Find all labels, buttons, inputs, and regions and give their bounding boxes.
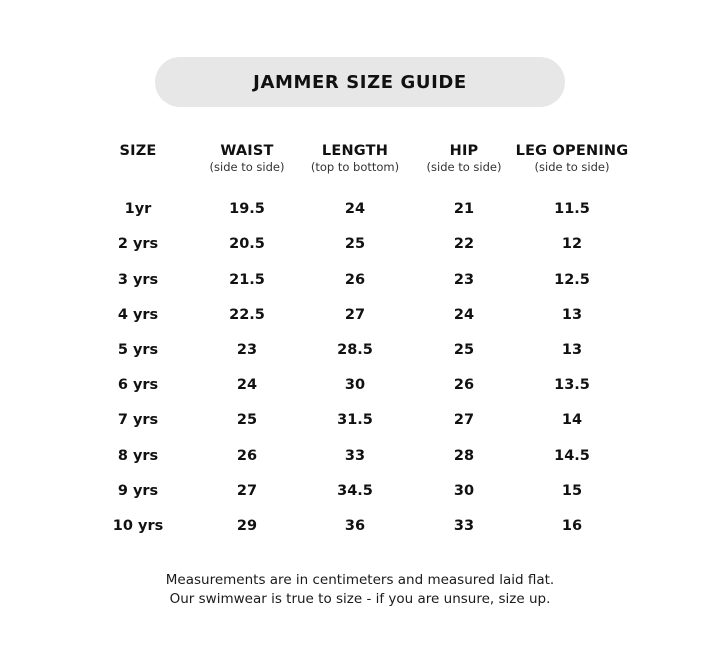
size-cell: 5 yrs [117,342,159,358]
column-header-note: (side to side) [209,160,285,174]
size-cell: 9 yrs [117,483,159,499]
length-cell: 28.5 [337,342,373,358]
table-row [0,232,720,256]
length-cell: 26 [344,272,366,288]
waist-cell: 29 [236,518,258,534]
leg-opening-cell: 14.5 [554,448,590,464]
leg-opening-cell: 11.5 [554,201,590,217]
column-header-label: LENGTH [321,143,389,159]
waist-cell: 19.5 [229,201,265,217]
leg-opening-cell: 13.5 [554,377,590,393]
leg-opening-cell: 14 [561,412,583,428]
length-cell: 25 [344,236,366,252]
page-title: JAMMER SIZE GUIDE [253,71,467,93]
size-cell: 3 yrs [117,272,159,288]
leg-opening-cell: 13 [561,307,583,323]
hip-cell: 22 [453,236,475,252]
size-cell: 10 yrs [112,518,164,534]
waist-cell: 24 [236,377,258,393]
table-row [0,444,720,468]
leg-opening-cell: 13 [561,342,583,358]
column-header-leg-opening [492,142,652,174]
leg-opening-cell: 16 [561,518,583,534]
length-cell: 27 [344,307,366,323]
hip-cell: 33 [453,518,475,534]
length-cell: 33 [344,448,366,464]
waist-cell: 20.5 [229,236,265,252]
column-header-note: (top to bottom) [310,160,400,174]
note-line-2: Our swimwear is true to size - if you are unsure, size up. [169,591,551,607]
table-row [0,373,720,397]
size-cell: 1yr [124,201,152,217]
length-cell: 31.5 [337,412,373,428]
waist-cell: 23 [236,342,258,358]
length-cell: 36 [344,518,366,534]
hip-cell: 23 [453,272,475,288]
column-header-label: HIP [449,143,479,159]
hip-cell: 21 [453,201,475,217]
hip-cell: 26 [453,377,475,393]
waist-cell: 21.5 [229,272,265,288]
waist-cell: 27 [236,483,258,499]
column-header-note: (side to side) [534,160,610,174]
note-line-1: Measurements are in centimeters and measured laid flat. [165,572,555,588]
column-header-label: LEG OPENING [515,143,629,159]
length-cell: 30 [344,377,366,393]
measurement-notes [0,571,720,609]
leg-opening-cell: 12 [561,236,583,252]
table-row [0,479,720,503]
table-row [0,408,720,432]
size-cell: 4 yrs [117,307,159,323]
column-header-label: WAIST [220,143,274,159]
column-header-label: SIZE [119,143,157,159]
length-cell: 34.5 [337,483,373,499]
table-row [0,338,720,362]
hip-cell: 25 [453,342,475,358]
column-header-note: (side to side) [426,160,502,174]
leg-opening-cell: 12.5 [554,272,590,288]
waist-cell: 25 [236,412,258,428]
table-row [0,303,720,327]
size-cell: 7 yrs [117,412,159,428]
size-cell: 6 yrs [117,377,159,393]
waist-cell: 22.5 [229,307,265,323]
size-cell: 2 yrs [117,236,159,252]
hip-cell: 30 [453,483,475,499]
waist-cell: 26 [236,448,258,464]
table-row [0,268,720,292]
table-row [0,197,720,221]
table-row [0,514,720,538]
leg-opening-cell: 15 [561,483,583,499]
size-cell: 8 yrs [117,448,159,464]
length-cell: 24 [344,201,366,217]
hip-cell: 28 [453,448,475,464]
hip-cell: 27 [453,412,475,428]
hip-cell: 24 [453,307,475,323]
